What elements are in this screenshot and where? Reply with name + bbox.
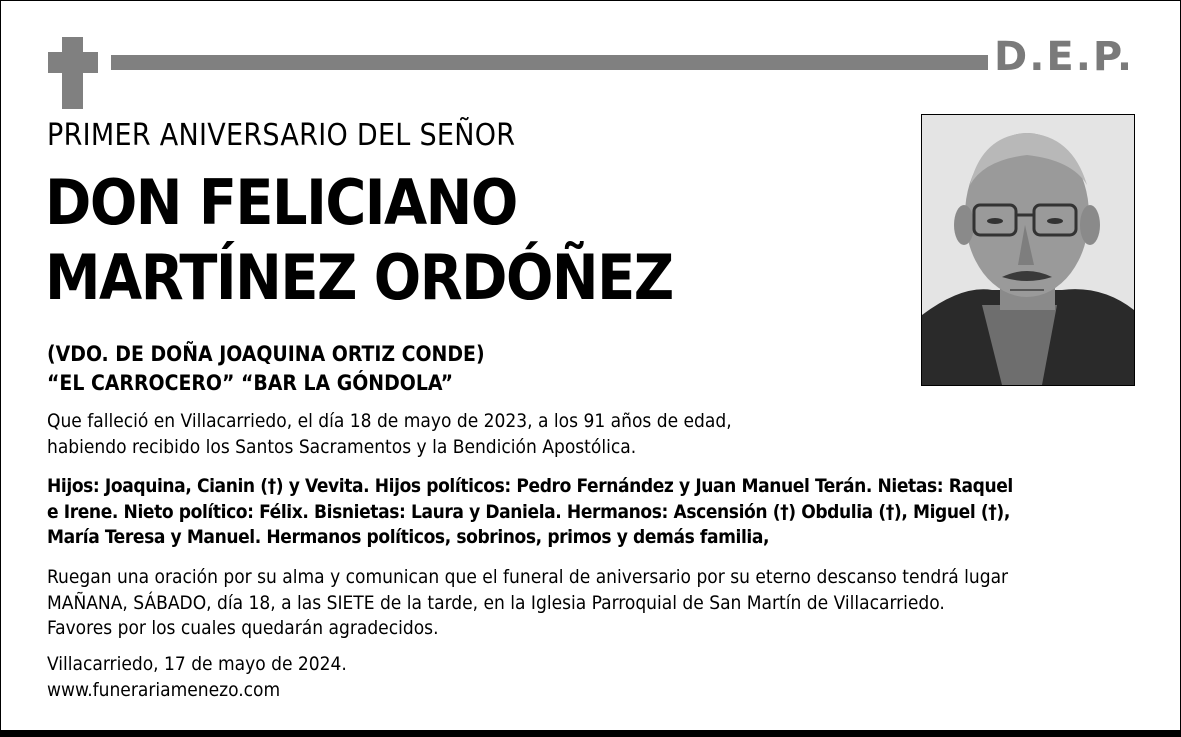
family-paragraph	[47, 474, 1157, 551]
request-line-3: Favores por los cuales quedarán agradecidos.	[47, 617, 439, 639]
header-rule	[111, 55, 988, 70]
nickname-line: “EL CARROCERO” “BAR LA GÓNDOLA”	[47, 371, 454, 395]
family-line-3: María Teresa y Manuel. Hermanos políticos, sobrinos, primos y demás familia,	[47, 526, 770, 548]
family-line-2: e Irene. Nieto político: Félix. Bisnietas: Laura y Daniela. Hermanos: Ascensión (†) Obdulia (†), Miguel (†),	[47, 500, 1010, 523]
portrait-photo	[921, 114, 1135, 386]
family-line-1: Hijos: Joaquina, Cianin (†) y Vevita. Hijos políticos: Pedro Fernández y Juan Manuel Terán. Nietas: Raquel	[47, 475, 1013, 497]
widow-line-1: (VDO. DE DOÑA JOAQUINA ORTIZ CONDE)	[47, 342, 485, 366]
request-paragraph	[47, 565, 1008, 642]
cross-icon	[62, 37, 83, 109]
request-line-2: MAÑANA, SÁBADO, día 18, a las SIETE de la tarde, en la Iglesia Parroquial de San Martín de Villacarriedo.	[47, 591, 945, 614]
death-line-2: habiendo recibido los Santos Sacramentos y la Bendición Apostólica.	[47, 435, 637, 458]
dep-heading: D.E.P.	[994, 34, 1135, 80]
name-line-2: MARTÍNEZ ORDÓÑEZ	[45, 241, 673, 314]
death-line-1: Que falleció en Villacarriedo, el día 18 de mayo de 2023, a los 91 años de edad,	[47, 410, 732, 432]
death-paragraph	[47, 409, 732, 460]
request-line-1: Ruegan una oración por su alma y comunican que el funeral de aniversario por su eterno descanso tendrá lugar	[47, 566, 1009, 588]
widow-info	[47, 340, 485, 398]
deceased-name	[45, 165, 673, 315]
website-link[interactable]: www.funerariamenezo.com	[47, 678, 281, 701]
footer	[47, 652, 347, 703]
cross-icon-bar	[48, 52, 98, 73]
intro-line: PRIMER ANIVERSARIO DEL SEÑOR	[47, 118, 516, 153]
name-line-1: DON FELICIANO	[45, 166, 517, 239]
bottom-bar	[0, 730, 1181, 737]
place-date: Villacarriedo, 17 de mayo de 2024.	[47, 653, 347, 675]
